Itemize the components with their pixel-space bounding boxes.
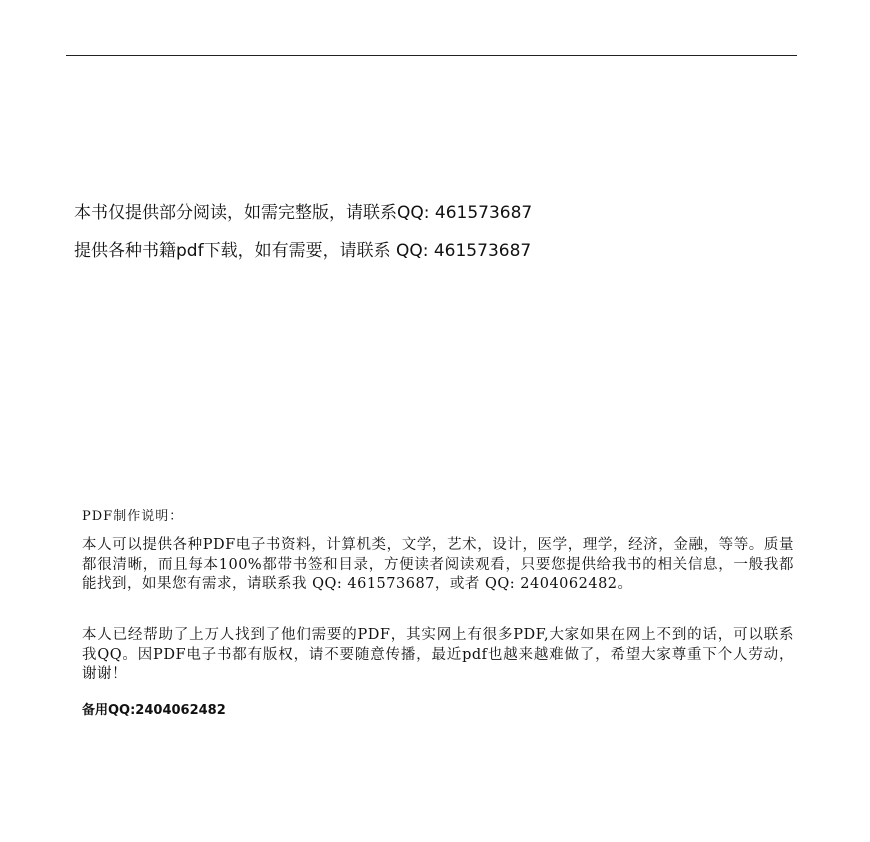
notice-line-2: 提供各种书籍pdf下载，如有需要，请联系 QQ: 461573687 xyxy=(74,241,532,261)
explanation-paragraph-1: 本人可以提供各种PDF电子书资料，计算机类，文学，艺术，设计，医学，理学，经济，金融，等等。质量都很清晰，而且每本100%都带书签和目录，方便读者阅读观看，只要您提供给我书的相关信息，一般我都能找到，如果您有需求，请联系我 QQ: 461573687，或者 QQ: 2404062482。 xyxy=(82,537,794,592)
top-divider xyxy=(66,55,797,56)
notice-line-1: 本书仅提供部分阅读，如需完整版，请联系QQ: 461573687 xyxy=(74,203,533,223)
explanation-heading: PDF制作说明： xyxy=(82,509,184,524)
explanation-paragraph-2: 本人已经帮助了上万人找到了他们需要的PDF，其实网上有很多PDF,大家如果在网上不到的话，可以联系我QQ。因PDF电子书都有版权，请不要随意传播，最近pdf也越来越难做了，希望大家尊重下个人劳动，谢谢！ xyxy=(82,627,794,682)
backup-qq: 备用QQ:2404062482 xyxy=(82,703,226,718)
